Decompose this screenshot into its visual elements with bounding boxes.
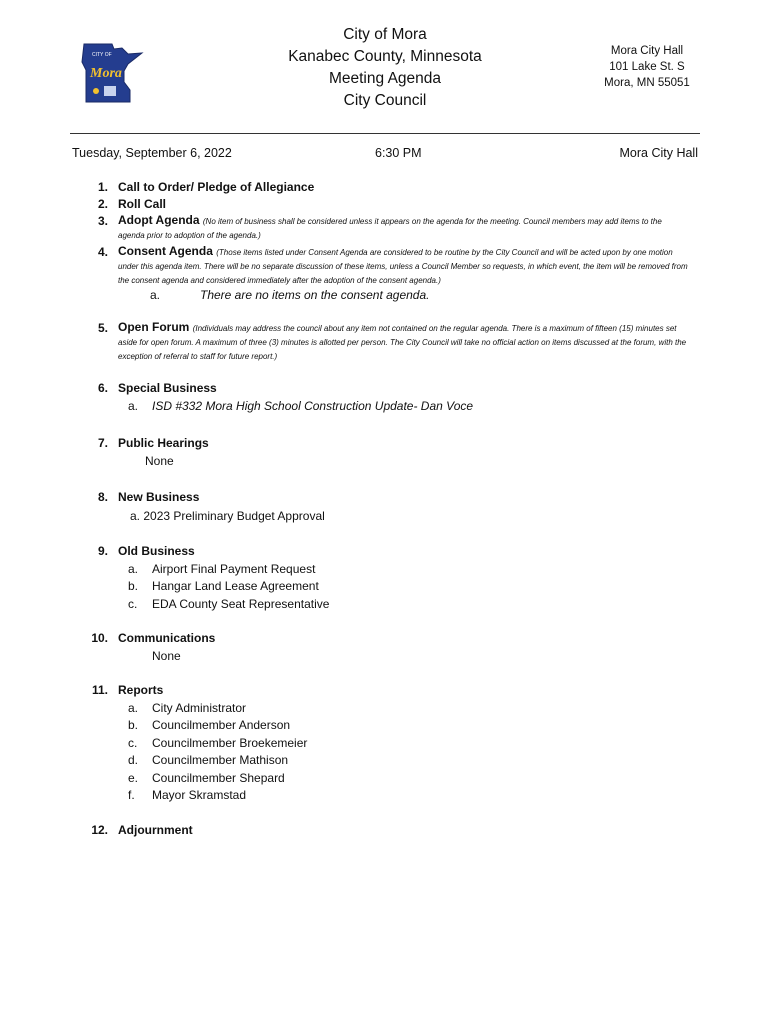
title-body: City Council [343,92,427,109]
meeting-location: Mora City Hall [619,146,698,160]
title-type: Meeting Agenda [328,70,442,87]
sub-text: Councilmember Anderson [152,718,291,732]
title-county: Kanabec County, Minnesota [288,48,482,65]
item-title: Communications [118,631,216,645]
sub-letter: c. [128,597,138,611]
item-number: 3. [97,214,108,228]
sub-letter: d. [128,753,139,767]
sub-text: EDA County Seat Representative [152,597,330,611]
item-detail: None [152,649,181,663]
sub-text: Councilmember Shepard [152,771,285,785]
sub-letter: c. [128,736,138,750]
address-block [592,43,702,91]
item-title: New Business [118,490,200,504]
sub-text: Councilmember Broekemeier [152,736,308,750]
item-number: 7. [97,436,108,450]
sub-letter: b. [128,718,139,732]
sub-text: ISD #332 Mora High School Construction Update- Dan Voce [152,399,474,413]
item-title: Adjournment [118,823,193,837]
sub-letter: a. [128,399,139,413]
item-number: 5. [97,321,108,335]
address-line: 101 Lake St. S [609,61,685,73]
sub-letter: b. [128,579,139,593]
sub-letter: a. [150,288,161,302]
meeting-date: Tuesday, September 6, 2022 [72,146,232,160]
item-title: Adopt Agenda [118,213,200,227]
item-title: Roll Call [118,197,167,211]
item-number: 12. [91,823,108,837]
item-number: 10. [91,631,108,645]
svg-text:Mora: Mora [90,66,122,81]
item-title: Public Hearings [118,436,209,450]
item-title: Consent Agenda [118,244,213,258]
item-number: 1. [97,180,108,194]
meeting-time: 6:30 PM [375,146,422,160]
sub-letter: a. [128,562,139,576]
address-line: Mora City Hall [610,45,684,57]
sub-text: City Administrator [152,701,247,715]
item-number: 8. [97,490,108,504]
sub-letter: f. [128,788,135,802]
item-number: 9. [97,544,108,558]
item-number: 4. [97,245,108,259]
address-line: Mora, MN 55051 [604,77,690,89]
item-note: (No item of business shall be considered unless it appears on the agenda for the meeting. Council members may add items to the agenda prior to adoption of the agenda.) [118,217,662,240]
item-title: Old Business [118,544,195,558]
item-title: Special Business [118,381,217,395]
header-divider [70,133,700,134]
title-city: City of Mora [343,26,427,43]
sub-text: Airport Final Payment Request [152,562,316,576]
item-note: (Individuals may address the council about any item not contained on the regular agenda. There is a maximum of fifteen (15) minutes set aside for open forum. A maximum of three (3) minutes is allotted per person. The City Council will take no official action on items discussed at the forum, with the exception of referral to staff for future report.) [118,324,687,361]
svg-text:CITY OF: CITY OF [92,52,112,58]
item-number: 6. [97,381,108,395]
item-note: (Those items listed under Consent Agenda are considered to be routine by the City Council and will be acted upon by one motion under this agenda item. There will be no separate discussion of these items, unless a Council Member so requests, in which event, the item will be removed from the consent agenda and considered immediately after the adoption of the consent agenda.) [118,248,688,285]
item-detail: a. 2023 Preliminary Budget Approval [130,509,325,523]
sub-text: Hangar Land Lease Agreement [152,579,319,593]
item-detail: None [145,454,174,468]
item-title: Open Forum [118,320,190,334]
sub-letter: e. [128,771,139,785]
sub-text: There are no items on the consent agenda. [200,288,430,302]
item-number: 11. [91,683,108,697]
item-title: Reports [118,683,164,697]
sub-text: Councilmember Mathison [152,753,289,767]
sub-letter: a. [128,701,139,715]
item-number: 2. [97,197,108,211]
city-logo [78,40,146,108]
document-title [270,24,500,112]
item-title: Call to Order/ Pledge of Allegiance [118,180,315,194]
sub-text: Mayor Skramstad [152,788,247,802]
